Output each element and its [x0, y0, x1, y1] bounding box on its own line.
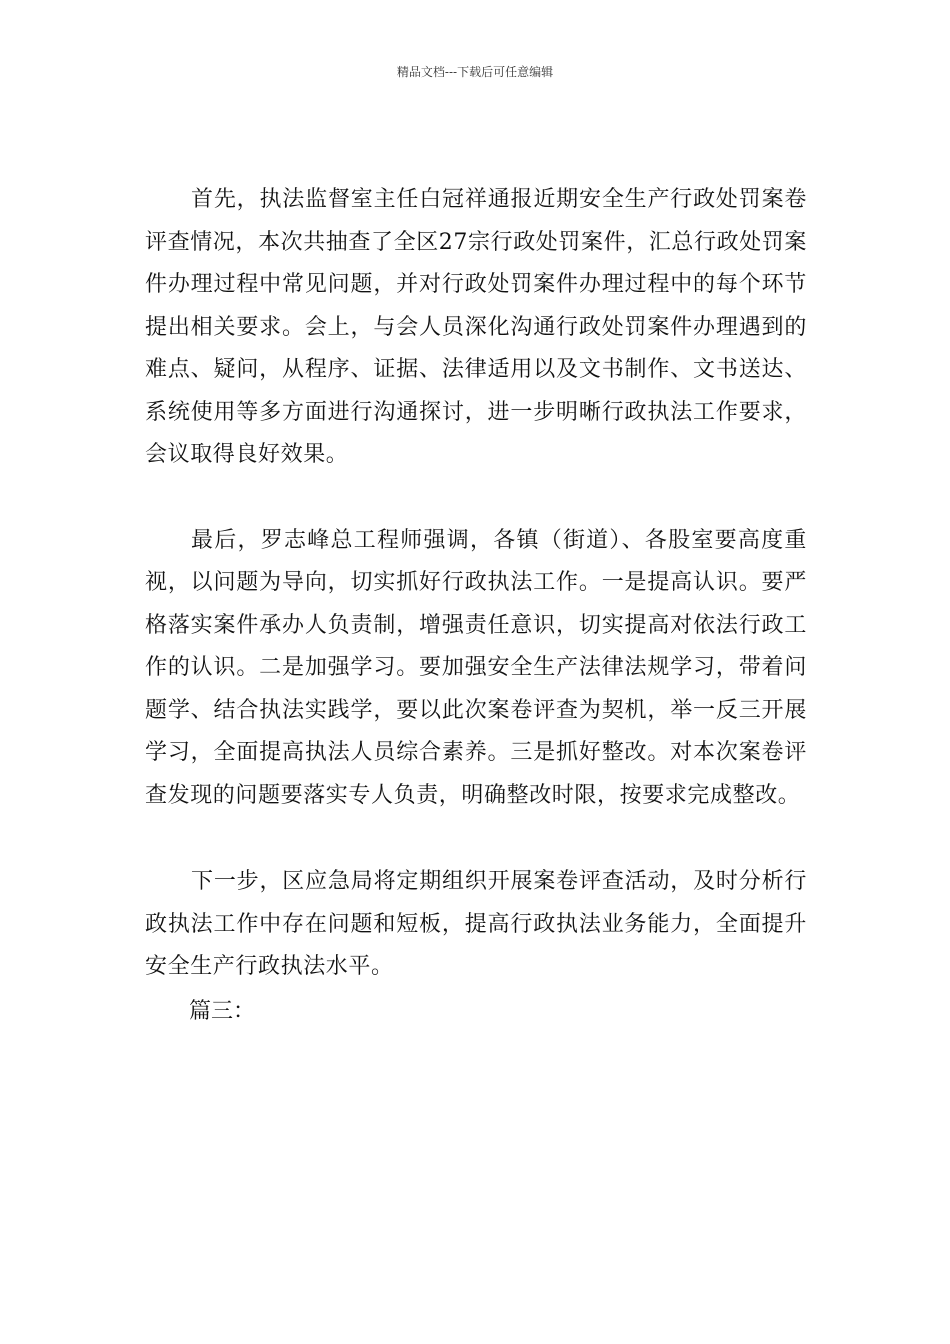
paragraph-next-steps: 下一步，区应急局将定期组织开展案卷评查活动，及时分析行政执法工作中存在问题和短板，提高行政执法业务能力，全面提升安全生产行政执法水平。	[145, 869, 807, 979]
paragraph-chief-engineer-remarks: 最后，罗志峰总工程师强调，各镇（街道）、各股室要高度重视，以问题为导向，切实抓好行政执法工作。一是提高认识。要严格落实案件承办人负责制，增强责任意识，切实提高对依法行政工作的认识。二是加强学习。要加强安全生产法律法规学习，带着问题学、结合执法实践学，要以此次案卷评查为契机，举一反三开展学习，全面提高执法人员综合素养。三是抓好整改。对本次案卷评查发现的问题要落实专人负责，明确整改时限，按要求完成整改。	[145, 527, 807, 808]
page-header: 精品文档---下载后可任意编辑	[396, 65, 554, 79]
paragraph-review-report: 首先，执法监督室主任白冠祥通报近期安全生产行政处罚案卷评查情况，本次共抽查了全区27宗行政处罚案件，汇总行政处罚案件办理过程中常见问题，并对行政处罚案件办理过程中的每个环节提出相关要求。会上，与会人员深化沟通行政处罚案件办理遇到的难点、疑问，从程序、证据、法律适用以及文书制作、文书送达、系统使用等多方面进行沟通探讨，进一步明晰行政执法工作要求，会议取得良好效果。	[145, 187, 807, 467]
document-body	[145, 179, 807, 1032]
section-label: 篇三：	[189, 998, 256, 1024]
